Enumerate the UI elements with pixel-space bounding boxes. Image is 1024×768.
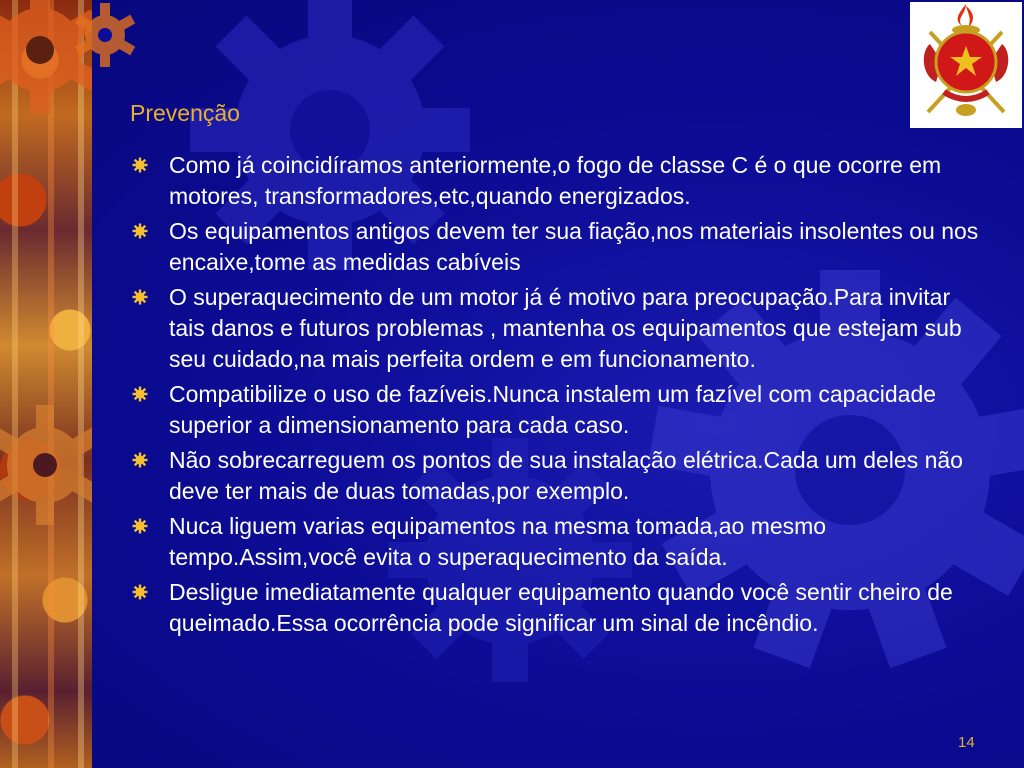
bullet-text: Os equipamentos antigos devem ter sua fiação,nos materiais insolentes ou nos encaixe,tome as medidas cabíveis (169, 218, 979, 275)
fire-department-emblem-icon (910, 2, 1022, 128)
logo (910, 2, 1022, 128)
bullet-text: Como já coincidíramos anteriormente,o fogo de classe C é o que ocorre em motores, transformadores,etc,quando energizados. (169, 152, 942, 209)
gear-bullet-icon (132, 157, 148, 173)
bullet-text: O superaquecimento de um motor já é motivo para preocupação.Para invitar tais danos e futuros problemas , mantenha os equipamentos que estejam sub seu cuidado,na mais perfeita ordem e em funcionamento. (169, 284, 962, 372)
gear-bullet-icon (132, 289, 148, 305)
bullet-item (130, 282, 990, 375)
page-number: 14 (958, 734, 975, 751)
gear-bullet-icon (132, 584, 148, 600)
gear-bullet-icon (132, 223, 148, 239)
gear-bullet-icon (132, 386, 148, 402)
slide-title: Prevenção (130, 100, 240, 126)
bullet-item (130, 379, 990, 441)
bullet-item (130, 150, 990, 212)
accent-gear-icon (70, 0, 140, 70)
gear-bullet-icon (132, 518, 148, 534)
bullet-text: Compatibilize o uso de fazíveis.Nunca instalem um fazível com capacidade superior a dimensionamento para cada caso. (169, 381, 937, 438)
bullet-item (130, 216, 990, 278)
bullet-text: Não sobrecarreguem os pontos de sua instalação elétrica.Cada um deles não deve ter mais de duas tomadas,por exemplo. (169, 447, 963, 504)
bullet-item (130, 511, 990, 573)
decorative-left-strip (0, 0, 92, 768)
strip-gear-icon (0, 400, 92, 530)
bullet-list (130, 150, 990, 643)
gear-bullet-icon (132, 452, 148, 468)
bullet-item (130, 445, 990, 507)
bullet-text: Desligue imediatamente qualquer equipamento quando você sentir cheiro de queimado.Essa ocorrência pode significar um sinal de incêndio. (169, 579, 953, 636)
bullet-text: Nuca liguem varias equipamentos na mesma tomada,ao mesmo tempo.Assim,você evita o superaquecimento da saída. (169, 513, 827, 570)
bullet-item (130, 577, 990, 639)
